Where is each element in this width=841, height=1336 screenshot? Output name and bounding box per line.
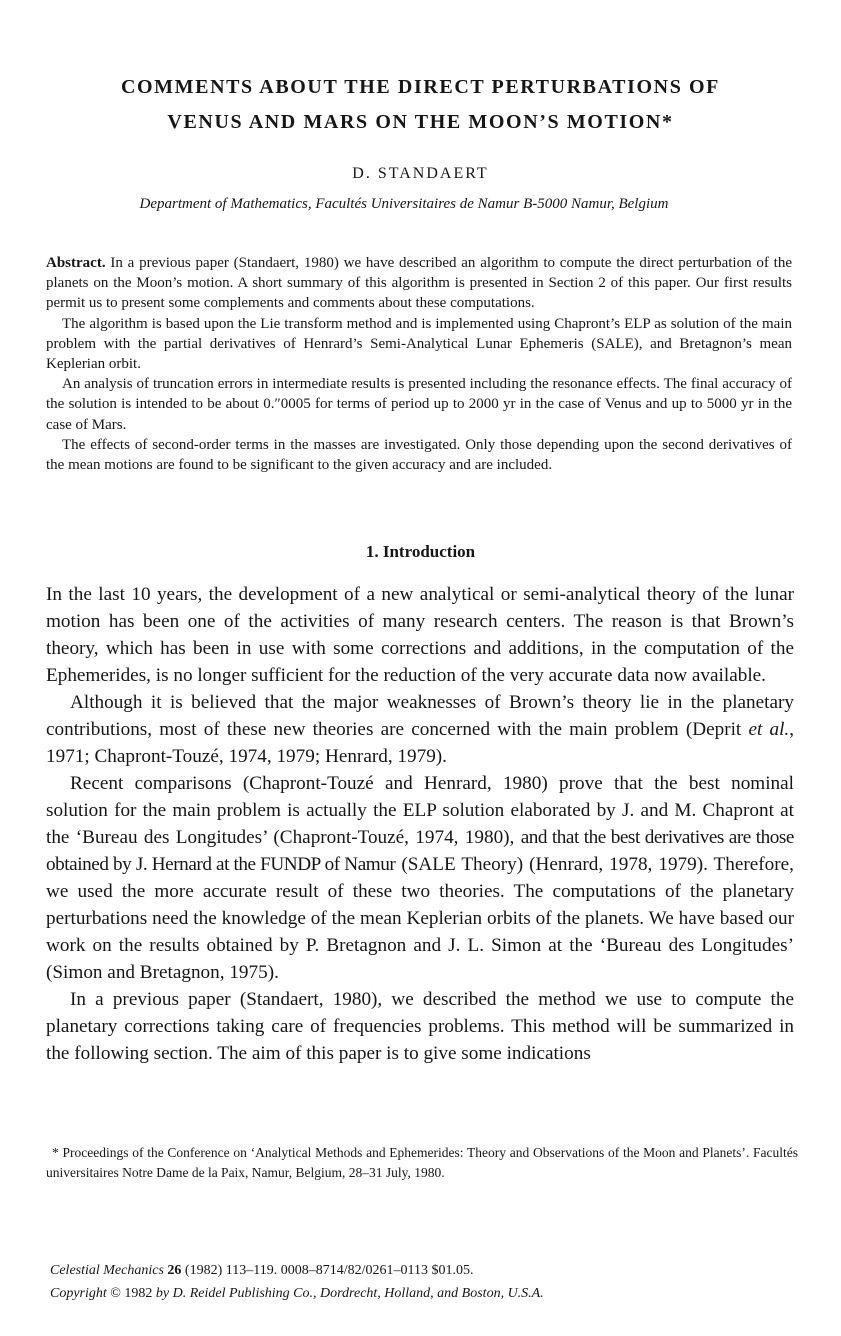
abstract-paragraph-3: An analysis of truncation errors in intermediate results is presented including the resonance effects. The final accuracy of the solution is intended to be about 0.″0005 for terms of period up to 2000 yr in the case of Venus and up to 5000 yr in the case of Mars. — [46, 376, 792, 433]
body-paragraph-4: In a previous paper (Standaert, 1980), we described the method we use to compute the planetary corrections taking care of frequencies problems. This method will be summarized in the following section. The aim of this paper is to give some indications — [46, 989, 794, 1064]
body-paragraph-2-text-a: Although it is believed that the major weaknesses of Brown’s theory lie in the planetary contributions, most of these new theories are concerned with the main problem (Deprit — [46, 692, 794, 740]
abstract-text-1: In a previous paper (Standaert, 1980) we have described an algorithm to compute the direct perturbation of the planets on the Moon’s motion. A short summary of this algorithm is presented in Section 2 of this paper. Our first results permit us to present some complements and comments about these computations. — [46, 255, 793, 312]
body-paragraph-2-text-b: , 1971; Chapront-Touzé, 1974, 1979; Henrard, 1979). — [46, 719, 794, 767]
footnote — [46, 1143, 798, 1183]
author-affiliation: Department of Mathematics, Facultés Universitaires de Namur B-5000 Namur, Belgium — [139, 196, 669, 212]
copyright-icon: © — [110, 1286, 121, 1301]
journal-citation — [50, 1259, 750, 1282]
paper-title-line-1: COMMENTS ABOUT THE DIRECT PERTURBATIONS OF — [120, 76, 720, 98]
abstract-paragraph-1 — [46, 253, 792, 314]
section-body — [46, 581, 794, 1067]
publisher: by D. Reidel Publishing Co., Dordrecht, Holland, and Boston, U.S.A. — [155, 1286, 544, 1301]
body-paragraph-3-text-b: (SALE Theory) (Henrard, 1978, 1979). Therefore, we used the more accurate result of these two theories. The computations of the planetary perturbations need the knowledge of the mean Keplerian orbits of the planets. We have based our work on the results obtained by P. Bretagnon and J. L. Simon at the ‘Bureau des Longitudes’ (Simon and Bretagnon, 1975). — [46, 854, 794, 983]
copyright-line — [50, 1282, 750, 1305]
citation-et-al: et al. — [748, 719, 790, 740]
abstract-paragraph-2: The algorithm is based upon the Lie transform method and is implemented using Chapront’s ELP as solution of the main problem with the partial derivatives of Henrard’s Semi-Analytical Lunar Ephemeris (SALE), and Bretagnon’s mean Keplerian orbit. — [46, 315, 792, 373]
citation-details: (1982) 113–119. 0008–8714/82/0261–0113 $01.05. — [181, 1263, 474, 1278]
journal-volume: 26 — [167, 1263, 182, 1278]
abstract-paragraph-4: The effects of second-order terms in the masses are investigated. Only those depending upon the second derivatives of the mean motions are found to be significant to the given accuracy and are included. — [46, 436, 792, 474]
colophon — [50, 1259, 750, 1305]
body-paragraph-3-text-a: Recent comparisons (Chapront-Touzé and Henrard, 1980) prove that the best nominal solution for the main problem is actually the ELP solution elaborated by J. and M. Chapront at the ‘Bureau des Longitudes’ (Chapront-Touzé, 1974, 1980), — [46, 773, 794, 848]
footnote-text: * Proceedings of the Conference on ‘Analytical Methods and Ephemerides: Theory and Observations of the Moon and Planets’. Facultés universitaires Notre Dame de la Paix, Namur, Belgium, 28–31 July, 1980. — [46, 1145, 798, 1180]
abstract-label: Abstract. — [46, 255, 106, 271]
body-paragraph-3 — [46, 770, 794, 986]
body-paragraph-3-tight-line: and that the best derivatives are those obtained by J. Hernard at the FUNDP of Namur — [46, 827, 794, 875]
author-name: D. STANDAERT — [352, 165, 489, 182]
paper-title-line-2: VENUS AND MARS ON THE MOON’S MOTION* — [167, 111, 674, 133]
section-heading: 1. Introduction — [365, 542, 476, 561]
body-paragraph-1: In the last 10 years, the development of a new analytical or semi-analytical theory of the lunar motion has been one of the activities of many research centers. The reason is that Brown’s theory, which has been in use with some corrections and additions, in the computation of the Ephemerides, is no longer sufficient for the reduction of the very accurate data now available. — [46, 584, 794, 686]
body-paragraph-2 — [46, 689, 794, 770]
copyright-word: Copyright — [50, 1286, 107, 1301]
journal-name: Celestial Mechanics — [50, 1263, 164, 1278]
abstract — [46, 253, 792, 475]
copyright-year: 1982 — [120, 1286, 156, 1301]
